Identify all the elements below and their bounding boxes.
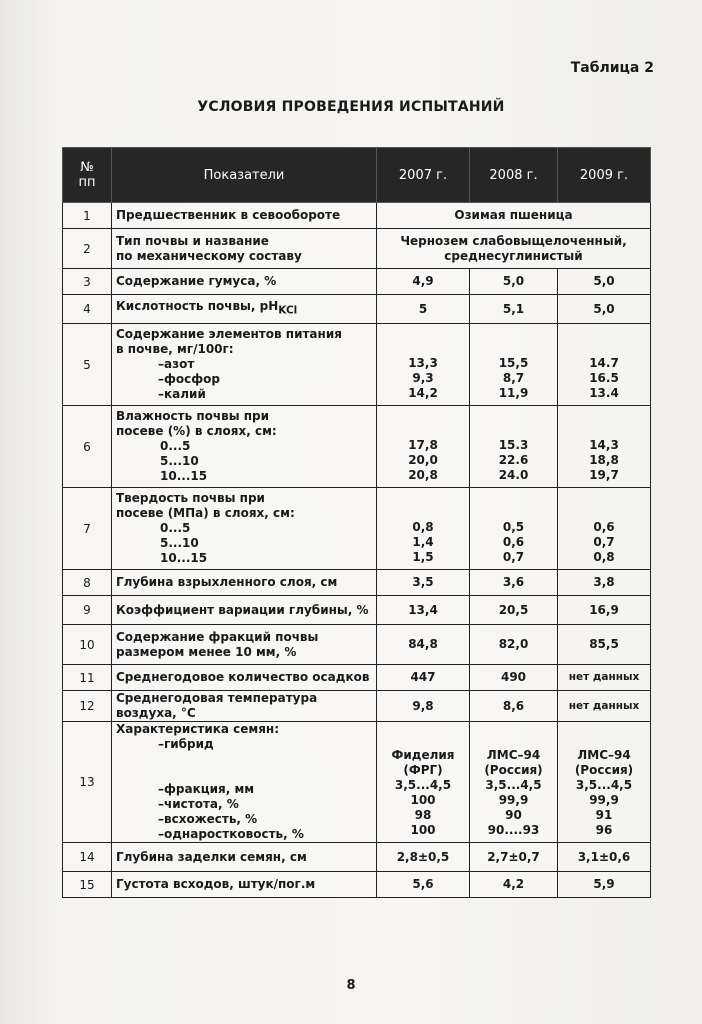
indicator-cell [112, 229, 377, 269]
row-number: 3 [63, 269, 112, 295]
value-2009: 3,8 [558, 570, 651, 596]
row-number: 11 [63, 665, 112, 691]
value-2008: 3,6 [470, 570, 558, 596]
indicator-cell [112, 596, 377, 625]
table-row [63, 570, 651, 596]
indicator-name: Содержание гумуса, % [116, 274, 277, 288]
value-2007: 9,8 [377, 691, 470, 722]
row-number: 15 [63, 872, 112, 898]
indicator-subitem: 10...15 [160, 551, 208, 565]
indicator-cell [112, 872, 377, 898]
header-2009: 2009 г. [558, 148, 651, 203]
value-2007: 447 [377, 665, 470, 691]
row-number: 4 [63, 295, 112, 324]
value-2008: 5,1 [470, 295, 558, 324]
indicator-subitem: 10...15 [160, 469, 208, 483]
value-2007: 5,6 [377, 872, 470, 898]
table-header-row [63, 148, 651, 203]
indicator-cell [112, 269, 377, 295]
value-2008: 0,5 0,6 0,7 [470, 488, 558, 570]
indicator-name: Кислотность почвы, pH [116, 299, 279, 314]
indicator-subitem: –фракция, мм [158, 782, 255, 796]
indicator-name: Характеристика семян: [116, 722, 280, 736]
value-2007: 5 [377, 295, 470, 324]
row-number: 7 [63, 488, 112, 570]
indicator-name: Предшественник в севообороте [116, 208, 341, 222]
indicator-name: Густота всходов, штук/пог.м [116, 877, 316, 891]
indicator-name: Влажность почвы при посеве (%) в слоях, см: [116, 409, 277, 438]
row-number: 13 [63, 722, 112, 843]
indicator-subitem: 5...10 [160, 454, 199, 468]
value-2008: 8,6 [470, 691, 558, 722]
row-number: 2 [63, 229, 112, 269]
value-2007: Фиделия (ФРГ) 3,5...4,5 100 98 100 [377, 722, 470, 843]
row-number: 14 [63, 843, 112, 872]
table-title: УСЛОВИЯ ПРОВЕДЕНИЯ ИСПЫТАНИЙ [197, 99, 505, 115]
page-number: 8 [346, 978, 356, 993]
value-2007: 3,5 [377, 570, 470, 596]
conditions-table [62, 147, 651, 898]
indicator-subitem: –всхожесть, % [158, 812, 258, 826]
value-2008: 2,7±0,7 [470, 843, 558, 872]
value-2009: 3,1±0,6 [558, 843, 651, 872]
value-2009: 14.7 16.5 13.4 [558, 324, 651, 406]
header-indicator: Показатели [112, 148, 377, 203]
indicator-subitem: –чистота, % [158, 797, 239, 811]
indicator-cell [112, 625, 377, 665]
indicator-cell [112, 488, 377, 570]
indicator-cell [112, 843, 377, 872]
table-row [63, 269, 651, 295]
value-2009: 5,0 [558, 269, 651, 295]
value-2008: 5,0 [470, 269, 558, 295]
indicator-subitem: 5...10 [160, 536, 199, 550]
table-row [63, 665, 651, 691]
indicator-name: Коэффициент вариации глубины, % [116, 602, 369, 617]
value-2009: 0,6 0,7 0,8 [558, 488, 651, 570]
row-number: 9 [63, 596, 112, 625]
indicator-name: Содержание фракций почвы размером менее 10 мм, % [116, 629, 319, 659]
table-row [63, 203, 651, 229]
value-2007: 84,8 [377, 625, 470, 665]
value-2009: 5,0 [558, 295, 651, 324]
indicator-name: Глубина заделки семян, см [116, 849, 307, 864]
indicator-name: Среднегодовая температура воздуха, °С [116, 691, 318, 720]
table-row [63, 596, 651, 625]
value-2008: 82,0 [470, 625, 558, 665]
header-num: № пп [63, 148, 112, 203]
table-row [63, 722, 651, 843]
indicator-subscript: KCl [278, 304, 298, 317]
value-2008: 15,5 8,7 11,9 [470, 324, 558, 406]
value-2008: ЛМС–94 (Россия) 3,5...4,5 99,9 90 90....93 [470, 722, 558, 843]
table-row [63, 406, 651, 488]
indicator-cell [112, 406, 377, 488]
table-row [63, 625, 651, 665]
header-2007: 2007 г. [377, 148, 470, 203]
indicator-subitem: –фосфор [158, 372, 221, 386]
indicator-name: Содержание элементов питания в почве, мг/100г: [116, 327, 342, 356]
value-2008: 15.3 22.6 24.0 [470, 406, 558, 488]
row-number: 5 [63, 324, 112, 406]
value-2008: 20,5 [470, 596, 558, 625]
indicator-subitem: –однаростковость, % [158, 827, 304, 841]
indicator-cell [112, 295, 377, 324]
table-row [63, 843, 651, 872]
indicator-cell [112, 324, 377, 406]
value-2009: 16,9 [558, 596, 651, 625]
indicator-name: Среднегодовое количество осадков [116, 670, 370, 684]
table-row [63, 295, 651, 324]
indicator-subitem [116, 752, 372, 767]
value-2009: 14,3 18,8 19,7 [558, 406, 651, 488]
value-2008: 490 [470, 665, 558, 691]
value-2009: нет данных [558, 691, 651, 722]
value-2008: 4,2 [470, 872, 558, 898]
row-number: 8 [63, 570, 112, 596]
indicator-cell [112, 665, 377, 691]
table-number-label: Таблица 2 [570, 60, 654, 76]
value-2007: 13,4 [377, 596, 470, 625]
row-number: 1 [63, 203, 112, 229]
indicator-name: Тип почвы и название по механическому составу [116, 233, 302, 263]
value-2007: 4,9 [377, 269, 470, 295]
table-row [63, 691, 651, 722]
indicator-subitem: 0...5 [160, 521, 191, 535]
value-2007: 13,3 9,3 14,2 [377, 324, 470, 406]
indicator-name: Глубина взрыхленного слоя, см [116, 575, 338, 589]
value-2009: ЛМС–94 (Россия) 3,5...4,5 99,9 91 96 [558, 722, 651, 843]
value-2009: нет данных [558, 665, 651, 691]
indicator-subitem: –калий [158, 387, 206, 401]
table-row [63, 324, 651, 406]
indicator-name: Твердость почвы при посеве (МПа) в слоях, см: [116, 491, 295, 520]
row-number: 12 [63, 691, 112, 722]
indicator-subitem [116, 767, 372, 782]
merged-value: Чернозем слабовыщелоченный, среднесуглинистый [377, 229, 651, 269]
value-2007: 2,8±0,5 [377, 843, 470, 872]
value-2009: 5,9 [558, 872, 651, 898]
header-2008: 2008 г. [470, 148, 558, 203]
indicator-subitem: –гибрид [158, 737, 214, 751]
indicator-cell [112, 691, 377, 722]
row-number: 6 [63, 406, 112, 488]
value-2007: 17,8 20,0 20,8 [377, 406, 470, 488]
table-row [63, 229, 651, 269]
value-2007: 0,8 1,4 1,5 [377, 488, 470, 570]
table-row [63, 872, 651, 898]
merged-value: Озимая пшеница [377, 203, 651, 229]
indicator-cell [112, 722, 377, 843]
indicator-cell [112, 570, 377, 596]
indicator-subitem: 0...5 [160, 439, 191, 453]
value-2009: 85,5 [558, 625, 651, 665]
table-row [63, 488, 651, 570]
indicator-cell [112, 203, 377, 229]
indicator-subitem: –азот [158, 357, 195, 371]
row-number: 10 [63, 625, 112, 665]
